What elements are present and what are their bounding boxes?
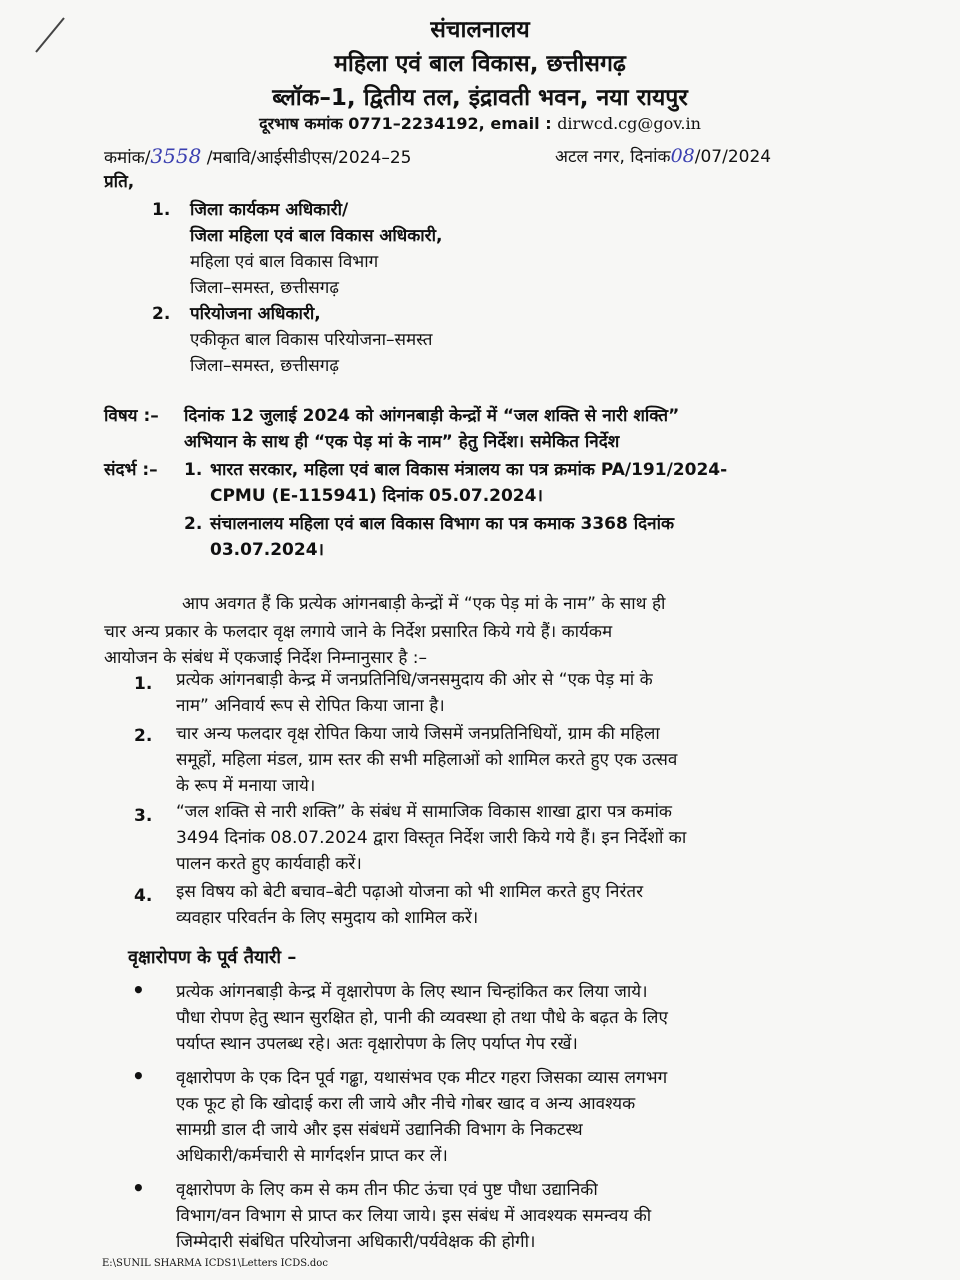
header-contact: [0, 112, 960, 134]
letter-date: [555, 142, 771, 171]
point-line: व्यवहार परिवर्तन के लिए समुदाय को शामिल करें।: [176, 908, 479, 928]
recipient-line: जिला कार्यकम अधिकारी/: [190, 200, 349, 220]
point-number: 4.: [134, 886, 153, 906]
bullet-icon: •: [132, 1176, 145, 1200]
point-line: “जल शक्ति से नारी शक्ति” के संबंध में सामाजिक विकास शाखा द्वारा पत्र कमांक: [176, 802, 672, 822]
point-line: पालन करते हुए कार्यवाही करें।: [176, 854, 362, 874]
bullet-line: पौधा रोपण हेतु स्थान सुरक्षित हो, पानी की व्यवस्था हो तथा पौधे के बढ़त के लिए: [176, 1008, 668, 1028]
subject-label: विषय :–: [104, 406, 159, 426]
bullet-line: अधिकारी/कर्मचारी से मार्गदर्शन प्राप्त कर लें।: [176, 1146, 448, 1166]
handwritten-number: 3558: [150, 144, 202, 168]
reference-line: संचालनालय महिला एवं बाल विकास विभाग का पत्र कमाक 3368 दिनांक: [210, 514, 675, 534]
reference-number: 2.: [184, 514, 203, 534]
point-line: प्रत्येक आंगनबाड़ी केन्द्र में जनप्रतिनिधि/जनसमुदाय की ओर से “एक पेड़ मां के: [176, 670, 653, 690]
point-line: समूहों, महिला मंडल, ग्राम स्तर की सभी महिलाओं को शामिल करते हुए एक उत्सव: [176, 750, 678, 770]
recipient-number: 1.: [152, 200, 171, 220]
point-line: के रूप में मनाया जाये।: [176, 776, 316, 796]
header-department: महिला एवं बाल विकास, छत्तीसगढ़: [334, 51, 626, 77]
recipient-line: जिला–समस्त, छत्तीसगढ़: [190, 278, 339, 298]
intro-line: चार अन्य प्रकार के फलदार वृक्ष लगाये जाने के निर्देश प्रसारित किये गये हैं। कार्यकम: [104, 622, 613, 642]
email-address: dirwcd.cg@gov.in: [557, 114, 701, 133]
phone-label: दूरभाष कमांक: [259, 114, 343, 133]
intro-line: आप अवगत हैं कि प्रत्येक आंगनबाड़ी केन्द्रों में “एक पेड़ मां के नाम” के साथ ही: [182, 594, 666, 614]
bullet-line: प्रत्येक आंगनबाड़ी केन्द्र में वृक्षारोपण के लिए स्थान चिन्हांकित कर लिया जाये।: [176, 982, 648, 1002]
ref-rest: /मबावि/आईसीडीएस/2024–25: [206, 148, 412, 168]
reference-line: भारत सरकार, महिला एवं बाल विकास मंत्रालय का पत्र क्रमांक PA/191/2024-: [210, 460, 728, 480]
footer-file-path: E:\SUNIL SHARMA ICDS1\Letters ICDS.doc: [102, 1258, 328, 1269]
point-number: 3.: [134, 806, 153, 826]
reference-number: 1.: [184, 460, 203, 480]
bullet-line: वृक्षारोपण के लिए कम से कम तीन फीट ऊंचा एवं पुष्ट पौधा उद्यानिकी: [176, 1180, 598, 1200]
point-line: 3494 दिनांक 08.07.2024 द्वारा विस्तृत निर्देश जारी किये गये हैं। इन निर्देशों का: [176, 828, 687, 848]
reference-line: CPMU (E-115941) दिनांक 05.07.2024।: [210, 486, 543, 506]
subject-line: दिनांक 12 जुलाई 2024 को आंगनबाड़ी केन्द्रों में “जल शक्ति से नारी शक्ति”: [184, 406, 680, 426]
recipient-line: एकीकृत बाल विकास परियोजना–समस्त: [190, 330, 433, 350]
point-number: 2.: [134, 726, 153, 746]
prati-label: प्रति,: [104, 172, 135, 192]
recipient-line: परियोजना अधिकारी,: [190, 304, 321, 324]
reference-line: 03.07.2024।: [210, 540, 324, 560]
point-line: नाम” अनिवार्य रूप से रोपित किया जाना है।: [176, 696, 445, 716]
bullet-line: सामग्री डाल दी जाये और इस संबंधमें उद्यानिकी विभाग के निकटस्थ: [176, 1120, 583, 1140]
prep-heading: वृक्षारोपण के पूर्व तैयारी –: [128, 947, 297, 968]
recipient-line: जिला–समस्त, छत्तीसगढ़: [190, 356, 339, 376]
letter-ref-number: कमांक/3558 /मबावि/आईसीडीएस/2024–25: [104, 144, 412, 168]
bullet-line: एक फूट हो कि खोदाई करा ली जाये और नीचे गोबर खाद व अन्य आवश्यक: [176, 1094, 636, 1114]
bullet-line: वृक्षारोपण के एक दिन पूर्व गढ्ढा, यथासंभव एक मीटर गहरा जिसका व्यास लगभग: [176, 1068, 668, 1088]
header-address: ब्लॉक–1, द्वितीय तल, इंद्रावती भवन, नया रायपुर: [272, 85, 688, 111]
point-number: 1.: [134, 674, 153, 694]
bullet-line: जिम्मेदारी संबंधित परियोजना अधिकारी/पर्यवेक्षक की होगी।: [176, 1232, 536, 1252]
subject-line: अभियान के साथ ही “एक पेड़ मां के नाम” हेतु निर्देश। समेकित निर्देश: [184, 432, 620, 452]
point-line: चार अन्य फलदार वृक्ष रोपित किया जाये जिसमें जनप्रतिनिधियों, ग्राम की महिला: [176, 724, 660, 744]
kramank-label: कमांक: [104, 148, 145, 168]
recipient-number: 2.: [152, 304, 171, 324]
date-prefix: अटल नगर, दिनांक: [555, 147, 671, 167]
bullet-icon: •: [132, 1064, 145, 1088]
bullet-line: विभाग/वन विभाग से प्राप्त कर लिया जाये। इस संबंध में आवश्यक समन्वय की: [176, 1206, 652, 1226]
recipient-line: महिला एवं बाल विकास विभाग: [190, 252, 379, 272]
point-line: इस विषय को बेटी बचाव–बेटी पढ़ाओ योजना को भी शामिल करते हुए निरंतर: [176, 882, 644, 902]
bullet-icon: •: [132, 978, 145, 1002]
reference-label: संदर्भ :–: [104, 460, 158, 480]
recipient-line: जिला महिला एवं बाल विकास अधिकारी,: [190, 226, 443, 246]
phone-number: 0771–2234192,: [348, 114, 485, 133]
intro-line: आयोजन के संबंध में एकजाई निर्देश निम्नानुसार है :–: [104, 648, 427, 668]
date-rest: /07/2024: [694, 147, 772, 167]
bullet-line: पर्याप्त स्थान उपलब्ध रहे। अतः वृक्षारोपण के लिए पर्याप्त गेप रखें।: [176, 1034, 578, 1054]
email-label: email :: [490, 114, 552, 133]
header-office: संचालनालय: [430, 17, 530, 43]
handwritten-day: 08: [670, 145, 695, 167]
